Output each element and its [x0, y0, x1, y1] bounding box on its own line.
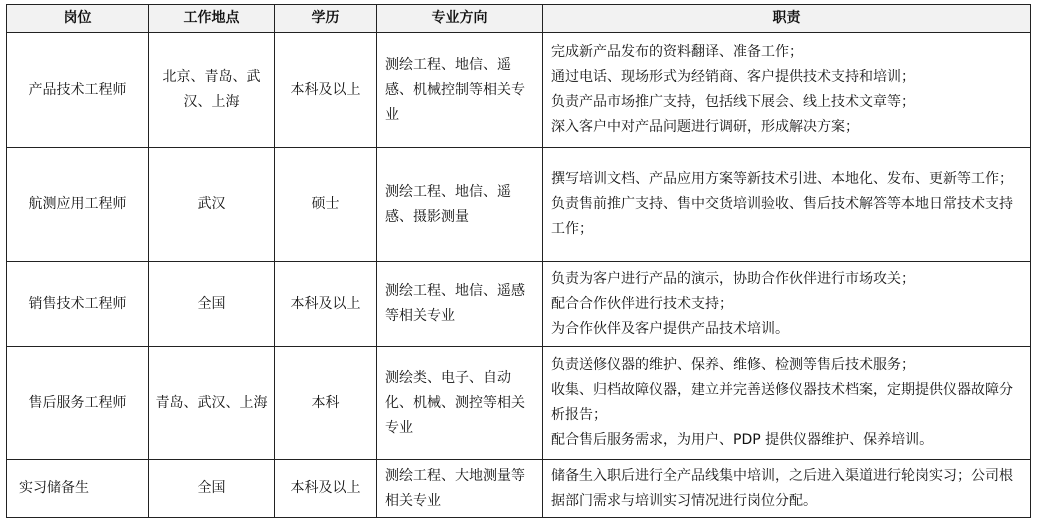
table-row	[7, 262, 1031, 347]
header-duties: 职责	[543, 5, 1031, 33]
major-cell: 测绘工程、地信、遥感等相关专业	[377, 262, 543, 347]
table-row	[7, 347, 1031, 460]
major-cell: 测绘工程、地信、遥感、摄影测量	[377, 148, 543, 262]
education-cell: 本科及以上	[275, 262, 377, 347]
location-cell: 武汉	[149, 148, 275, 262]
duty-item: 完成新产品发布的资料翻译、准备工作；	[551, 44, 803, 60]
duties-cell	[543, 347, 1031, 460]
header-location: 工作地点	[149, 5, 275, 33]
major-cell: 测绘工程、大地测量等相关专业	[377, 460, 543, 518]
header-major: 专业方向	[377, 5, 543, 33]
duty-item: 撰写培训文档、产品应用方案等新技术引进、本地化、发布、更新等工作；	[551, 171, 1013, 187]
duty-item: 负责为客户进行产品的演示，协助合作伙伴进行市场攻关；	[551, 270, 915, 287]
duties-cell	[543, 33, 1031, 148]
major-cell: 测绘工程、地信、遥感、机械控制等相关专业	[377, 33, 543, 148]
position-cell: 销售技术工程师	[7, 262, 149, 347]
header-education: 学历	[275, 5, 377, 33]
duty-item: 负责送修仪器的维护、保养、维修、检测等售后技术服务；	[551, 357, 915, 373]
table-row	[7, 148, 1031, 262]
duty-item: 配合合作伙伴进行技术支持；	[551, 295, 733, 312]
duty-item: 负责售前推广支持、售中交货培训验收、售后技术解答等本地日常技术支持工作；	[551, 196, 1013, 237]
table-header	[7, 5, 1031, 33]
duties-cell	[543, 148, 1031, 262]
duty-item: 收集、归档故障仪器，建立并完善送修仪器技术档案，定期提供仪器故障分析报告；	[551, 382, 1013, 423]
position-cell: 实习储备生	[7, 460, 149, 518]
education-cell: 本科	[275, 347, 377, 460]
position-cell: 产品技术工程师	[7, 33, 149, 148]
table-row	[7, 460, 1031, 518]
duty-item: 储备生入职后进行全产品线集中培训，之后进入渠道进行轮岗实习；公司根据部门需求与培训实习情况进行岗位分配。	[551, 467, 1013, 509]
duty-item: 为合作伙伴及客户提供产品技术培训。	[551, 320, 789, 337]
major-cell: 测绘类、电子、自动化、机械、测控等相关专业	[377, 347, 543, 460]
location-cell: 全国	[149, 460, 275, 518]
position-cell: 售后服务工程师	[7, 347, 149, 460]
duty-item: 深入客户中对产品问题进行调研，形成解决方案；	[551, 119, 859, 135]
header-position: 岗位	[7, 5, 149, 33]
table-row	[7, 33, 1031, 148]
education-cell: 硕士	[275, 148, 377, 262]
job-positions-table	[6, 4, 1031, 518]
duty-item: 通过电话、现场形式为经销商、客户提供技术支持和培训；	[551, 69, 915, 85]
duties-cell	[543, 460, 1031, 518]
location-cell: 全国	[149, 262, 275, 347]
location-cell: 青岛、武汉、上海	[149, 347, 275, 460]
education-cell: 本科及以上	[275, 33, 377, 148]
duties-cell	[543, 262, 1031, 347]
education-cell: 本科及以上	[275, 460, 377, 518]
duty-item: 配合售后服务需求，为用户、PDP 提供仪器维护、保养培训。	[551, 432, 934, 448]
location-cell: 北京、青岛、武汉、上海	[149, 33, 275, 148]
duty-item: 负责产品市场推广支持，包括线下展会、线上技术文章等；	[551, 94, 915, 110]
position-cell: 航测应用工程师	[7, 148, 149, 262]
